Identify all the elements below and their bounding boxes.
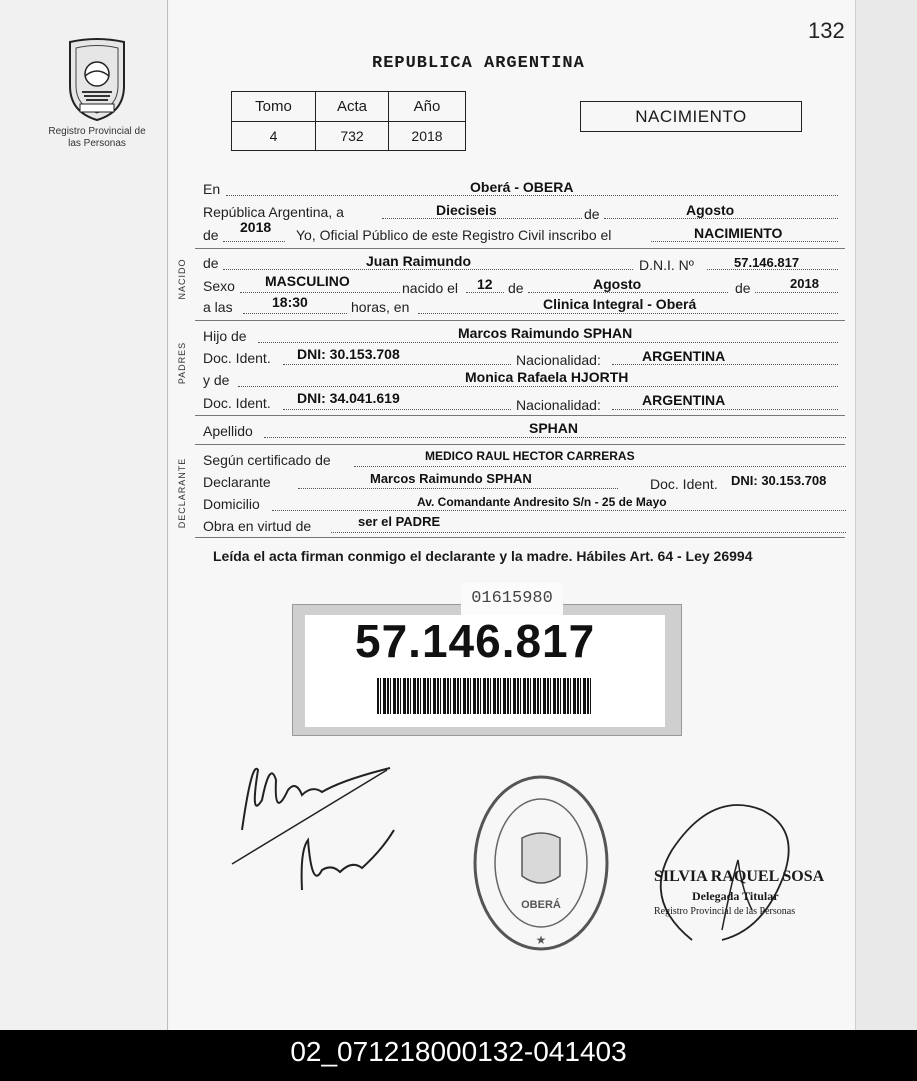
registration-year: 2018 — [240, 219, 272, 235]
born-label: nacido el — [402, 280, 459, 296]
sticker-serial: 01615980 — [461, 583, 563, 615]
birth-month: Agosto — [593, 276, 642, 292]
signer-role: Delegada Titular — [692, 889, 779, 903]
misiones-seal-logo — [62, 36, 132, 122]
father-doc-label: Doc. Ident. — [203, 350, 271, 366]
section-label-declarante: DECLARANTE — [177, 457, 187, 529]
sex-label: Sexo — [203, 278, 235, 294]
section-label-nacido: NACIDO — [177, 258, 187, 300]
registration-month: Agosto — [686, 202, 735, 218]
birth-day: 12 — [477, 276, 493, 292]
declarant-signature-icon — [222, 740, 402, 910]
en-label: En — [203, 181, 221, 197]
stamp-city: OBERÁ — [521, 899, 561, 911]
declarant-name: Marcos Raimundo SPHAN — [370, 471, 532, 486]
section-separator — [195, 415, 845, 416]
mother-nationality-label: Nacionalidad: — [516, 397, 601, 413]
republic-label: República Argentina, a — [203, 204, 344, 220]
hours-label: horas, en — [351, 299, 410, 315]
section-separator — [195, 248, 845, 249]
surname-value: SPHAN — [529, 420, 579, 436]
year-de-label: de — [203, 227, 219, 243]
section-label-padres: PADRES — [177, 341, 187, 385]
son-of-label: Hijo de — [203, 328, 247, 344]
father-nationality-label: Nacionalidad: — [516, 352, 601, 368]
certificate-value: MEDICO RAUL HECTOR CARRERAS — [425, 449, 635, 463]
scan-reference-code: 02_071218000132-041403 — [0, 1030, 917, 1081]
registration-place: Oberá - OBERA — [470, 179, 574, 195]
nacido-de-label: de — [203, 255, 219, 271]
table-value-acta: 732 — [316, 122, 389, 151]
time-label: a las — [203, 299, 233, 315]
birth-year-de-label: de — [735, 280, 751, 296]
official-text: Yo, Oficial Público de este Registro Civil inscribo el — [296, 227, 612, 243]
capacity-label: Obra en virtud de — [203, 518, 312, 534]
child-dni: 57.146.817 — [734, 255, 800, 270]
right-page-edge — [855, 0, 917, 1030]
official-stamp-icon — [470, 772, 612, 954]
signer-organization: Registro Provincial de las Personas — [654, 906, 796, 917]
father-name: Marcos Raimundo SPHAN — [458, 325, 633, 341]
birth-place: Clinica Integral - Oberá — [543, 296, 697, 312]
birth-year: 2018 — [790, 276, 819, 291]
father-doc: DNI: 30.153.708 — [297, 346, 400, 362]
svg-text:★: ★ — [535, 933, 547, 947]
declarant-doc-label: Doc. Ident. — [650, 476, 718, 492]
record-type-box: NACIMIENTO — [580, 101, 802, 132]
sticker-dni-number: 57.146.817 — [355, 615, 596, 667]
signer-name: SILVIA RAQUEL SOSA — [654, 868, 825, 885]
birth-time: 18:30 — [272, 294, 308, 310]
dni-label: D.N.I. Nº — [639, 257, 694, 273]
birth-de-label: de — [508, 280, 524, 296]
mother-name: Monica Rafaela HJORTH — [465, 369, 629, 385]
record-number-table — [231, 91, 466, 151]
declarant-doc: DNI: 30.153.708 — [731, 473, 827, 488]
closing-statement: Leída el acta firman conmigo el declarante y la madre. Hábiles Art. 64 - Ley 26994 — [213, 548, 753, 564]
certificate-label: Según certificado de — [203, 452, 331, 468]
section-separator — [195, 444, 845, 445]
father-nationality: ARGENTINA — [642, 348, 726, 364]
de-label: de — [584, 206, 600, 222]
mother-nationality: ARGENTINA — [642, 392, 726, 408]
table-value-ano: 2018 — [389, 122, 466, 151]
act-type: NACIMIENTO — [694, 225, 783, 241]
registration-day: Dieciseis — [436, 202, 497, 218]
barcode-icon — [377, 678, 591, 714]
capacity-value: ser el PADRE — [358, 514, 441, 529]
child-name: Juan Raimundo — [366, 253, 472, 269]
mother-doc: DNI: 34.041.619 — [297, 390, 400, 406]
table-value-tomo: 4 — [232, 122, 316, 151]
table-header-acta: Acta — [316, 92, 389, 122]
declarant-label: Declarante — [203, 474, 271, 490]
and-of-label: y de — [203, 372, 230, 388]
address-label: Domicilio — [203, 496, 260, 512]
table-header-tomo: Tomo — [232, 92, 316, 122]
section-separator — [195, 537, 845, 538]
agency-name: Registro Provincial de las Personas — [48, 126, 146, 149]
table-header-ano: Año — [389, 92, 466, 122]
left-margin — [0, 0, 168, 1030]
country-title: REPUBLICA ARGENTINA — [372, 54, 585, 73]
mother-doc-label: Doc. Ident. — [203, 395, 271, 411]
page-number: 132 — [808, 18, 845, 43]
child-sex: MASCULINO — [265, 273, 350, 289]
address-value: Av. Comandante Andresito S/n - 25 de Mayo — [417, 495, 667, 509]
surname-label: Apellido — [203, 423, 253, 439]
section-separator — [195, 320, 845, 321]
